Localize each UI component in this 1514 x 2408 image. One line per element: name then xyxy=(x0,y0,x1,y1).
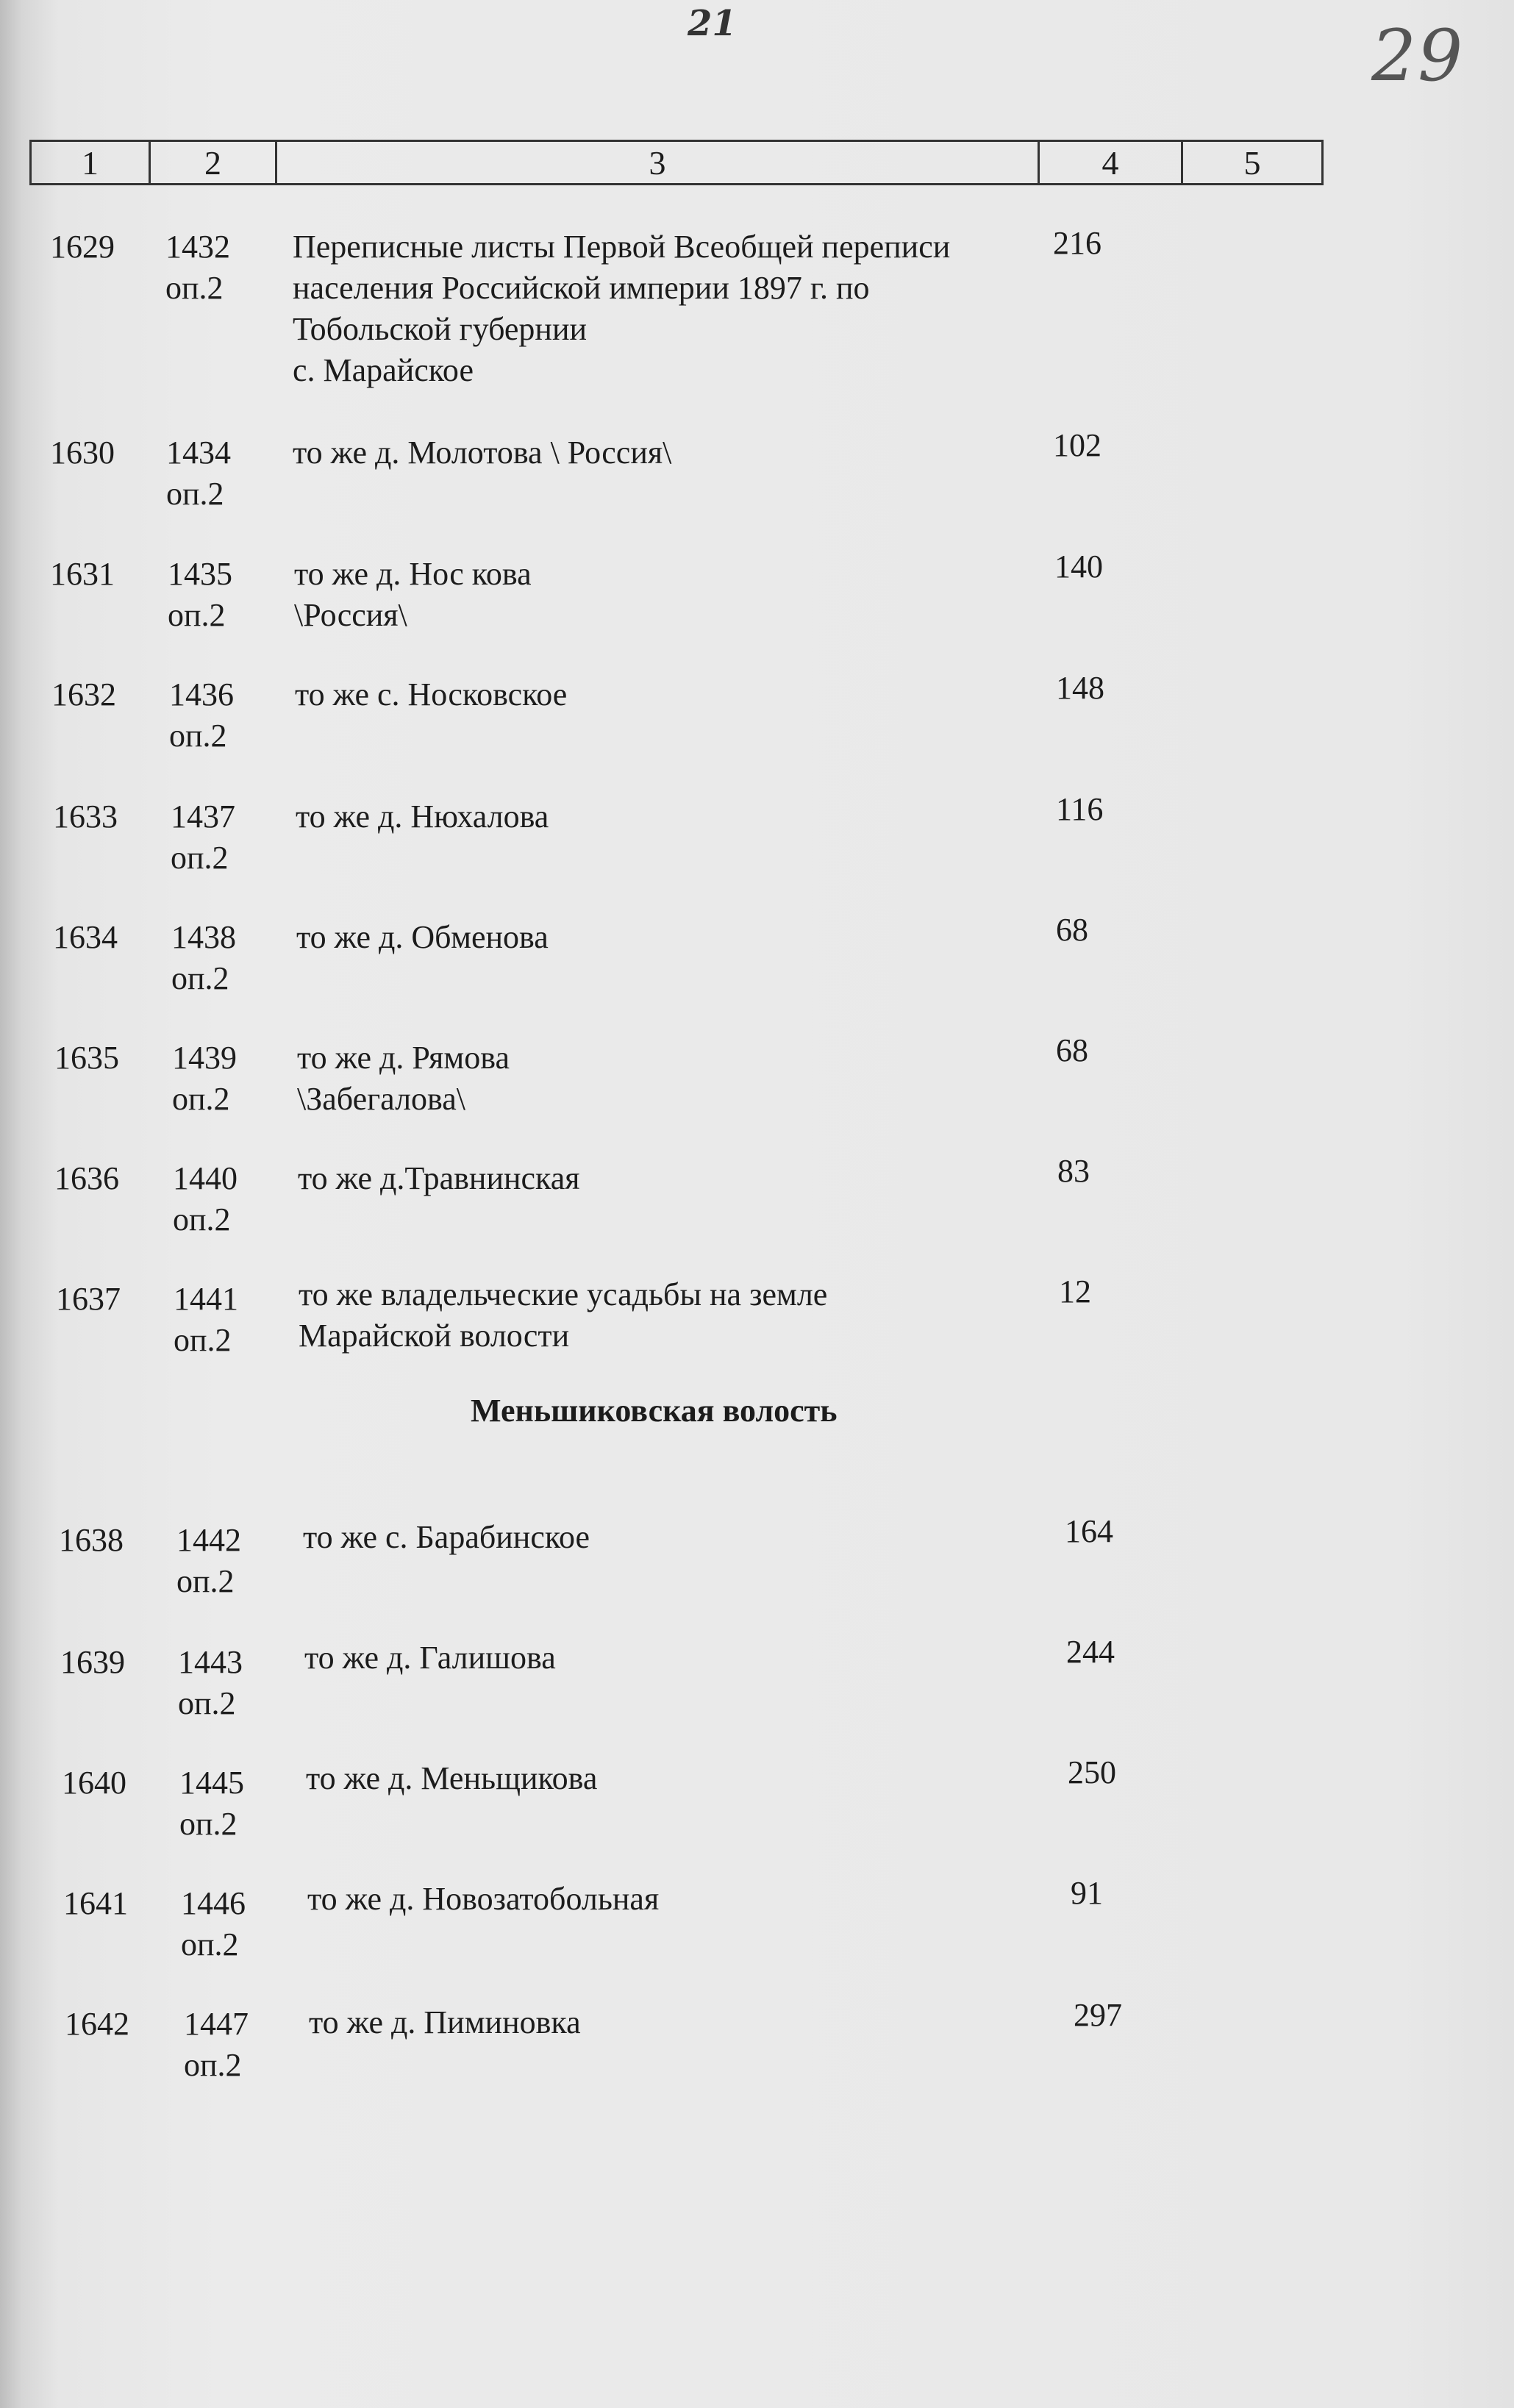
row-description: то же с. Барабинское xyxy=(303,1519,590,1555)
row-fond: 1437 xyxy=(171,799,235,835)
row-quantity: 91 xyxy=(1071,1875,1103,1911)
header-col-5: 5 xyxy=(1243,143,1261,182)
row-inventory: оп.2 xyxy=(171,840,229,876)
row-description: \Россия\ xyxy=(294,597,407,633)
row-number: 1629 xyxy=(50,229,115,265)
row-description: то же д. Нос кова xyxy=(294,556,532,592)
row-fond: 1438 xyxy=(171,919,236,955)
row-quantity: 297 xyxy=(1074,1997,1122,2033)
row-number: 1636 xyxy=(54,1160,119,1196)
row-inventory: оп.2 xyxy=(165,270,224,306)
row-description: Марайской волости xyxy=(299,1318,570,1354)
page-number-corner: 29 xyxy=(1371,15,1465,97)
row-quantity: 68 xyxy=(1056,912,1088,948)
row-number: 1635 xyxy=(54,1040,119,1076)
row-fond: 1442 xyxy=(176,1522,241,1558)
row-number: 1639 xyxy=(60,1644,125,1680)
row-quantity: 164 xyxy=(1065,1513,1113,1549)
row-fond: 1436 xyxy=(169,676,234,712)
row-fond: 1434 xyxy=(166,435,231,471)
page-number-top: 21 xyxy=(688,3,737,44)
row-inventory: оп.2 xyxy=(173,1201,231,1237)
row-description: \Забегалова\ xyxy=(297,1081,466,1117)
row-description: с. Марайское xyxy=(293,352,474,388)
row-fond: 1432 xyxy=(165,229,230,265)
header-col-3: 3 xyxy=(277,142,1040,183)
row-inventory: оп.2 xyxy=(171,960,229,996)
row-quantity: 250 xyxy=(1068,1754,1116,1790)
row-quantity: 140 xyxy=(1054,549,1103,585)
row-description: то же д. Молотова \ Россия\ xyxy=(293,435,672,471)
row-number: 1630 xyxy=(50,435,115,471)
row-fond: 1439 xyxy=(172,1040,237,1076)
row-number: 1631 xyxy=(50,556,115,592)
row-number: 1632 xyxy=(51,676,116,712)
row-fond: 1443 xyxy=(178,1644,243,1680)
row-inventory: оп.2 xyxy=(176,1563,235,1599)
row-quantity: 68 xyxy=(1056,1032,1088,1068)
row-description: населения Российской империи 1897 г. по xyxy=(293,270,870,306)
row-description: то же д. Меньщикова xyxy=(306,1760,598,1796)
row-inventory: оп.2 xyxy=(168,597,226,633)
row-quantity: 244 xyxy=(1066,1634,1115,1670)
row-description: то же д. Пиминовка xyxy=(309,2004,581,2040)
row-quantity: 148 xyxy=(1056,670,1104,706)
row-inventory: оп.2 xyxy=(179,1806,238,1842)
header-col-2: 2 xyxy=(151,142,277,183)
row-number: 1633 xyxy=(53,799,118,835)
row-inventory: оп.2 xyxy=(172,1081,230,1117)
table-header xyxy=(29,140,1324,185)
row-quantity: 12 xyxy=(1059,1273,1091,1310)
row-description: Переписные листы Первой Всеобщей переписи xyxy=(293,229,951,265)
row-inventory: оп.2 xyxy=(174,1322,232,1358)
row-description: то же д. Обменова xyxy=(296,919,549,955)
row-fond: 1440 xyxy=(173,1160,238,1196)
header-col-4: 4 xyxy=(1040,142,1183,183)
row-number: 1638 xyxy=(59,1522,124,1558)
row-description: то же д. Новозатобольная xyxy=(307,1881,660,1917)
row-description: то же д.Травнинская xyxy=(298,1160,580,1196)
row-quantity: 102 xyxy=(1053,427,1101,463)
row-number: 1637 xyxy=(56,1281,121,1317)
row-number: 1642 xyxy=(65,2006,129,2042)
row-description: то же д. Рямова xyxy=(297,1040,510,1076)
row-fond: 1445 xyxy=(179,1765,244,1801)
row-inventory: оп.2 xyxy=(184,2047,242,2083)
row-fond: 1447 xyxy=(184,2006,249,2042)
row-inventory: оп.2 xyxy=(169,718,227,754)
row-number: 1641 xyxy=(63,1885,128,1921)
row-description: то же д. Нюхалова xyxy=(296,799,549,835)
row-fond: 1441 xyxy=(174,1281,238,1317)
row-number: 1634 xyxy=(53,919,118,955)
row-number: 1640 xyxy=(62,1765,126,1801)
row-fond: 1446 xyxy=(181,1885,246,1921)
row-description: то же д. Галишова xyxy=(304,1640,556,1676)
row-description: Тобольской губернии xyxy=(293,311,588,347)
section-title: Меньшиковская волость xyxy=(471,1393,838,1429)
row-inventory: оп.2 xyxy=(166,476,224,512)
row-fond: 1435 xyxy=(168,556,232,592)
row-description: то же с. Носковское xyxy=(295,676,568,712)
row-quantity: 83 xyxy=(1057,1153,1090,1189)
row-inventory: оп.2 xyxy=(178,1685,236,1721)
row-description: то же владельческие усадьбы на земле xyxy=(299,1276,828,1312)
row-quantity: 216 xyxy=(1053,225,1101,261)
row-inventory: оп.2 xyxy=(181,1926,239,1962)
row-quantity: 116 xyxy=(1056,791,1104,827)
header-col-1: 1 xyxy=(32,142,151,183)
